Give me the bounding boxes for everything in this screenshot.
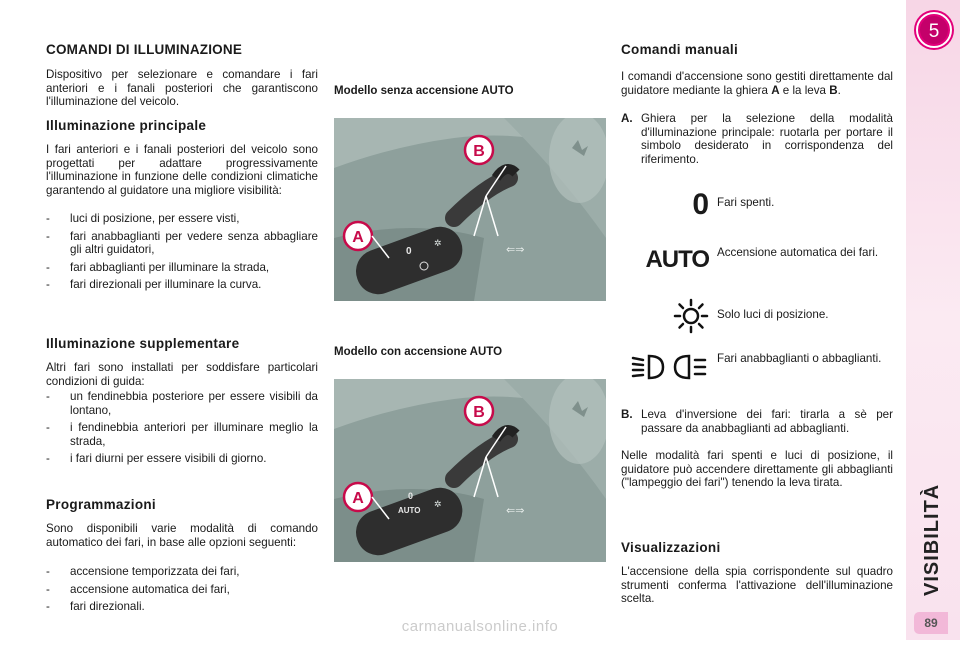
list-item: - fari anabbaglianti per vedere senza abbagliare gli altri guidatori,: [46, 229, 318, 256]
main-lighting-heading: Illuminazione principale: [46, 118, 207, 133]
manual-controls-intro: I comandi d'accensione sono gestiti direttamente dal guidatore mediante la ghiera A e la leva B.: [621, 70, 893, 97]
position-lights-icon: [673, 298, 709, 334]
list-item: - fari direzionali per illuminare la curva.: [46, 278, 262, 291]
display-heading: Visualizzazioni: [621, 540, 721, 555]
manual-controls-heading: Comandi manuali: [621, 42, 739, 57]
stalk-b-description: B. Leva d'inversione dei fari: tirarla a sè per passare da anabbaglianti ad abbaglianti.: [621, 408, 893, 435]
stalk-auto-mark: AUTO: [398, 506, 421, 515]
mode-auto: AUTO Accensione automatica dei fari.: [645, 246, 879, 273]
label-a: A: [352, 490, 364, 507]
ring-a-description: A. Ghiera per la selezione della modalità d'illuminazione principale: ruotarla per portare il simbolo desiderato in corrispondenza del riferimento.: [621, 112, 893, 166]
stalk-zero-mark: 0: [408, 491, 414, 501]
supplementary-lighting-heading: Illuminazione supplementare: [46, 336, 240, 351]
stalk-photo-auto: [334, 379, 606, 562]
list-item: - un fendinebbia posteriore per essere visibili da lontano,: [46, 390, 318, 417]
intro-text: Dispositivo per selezionare e comandare i fari anteriori e i fanali posteriori che garantiscono l'illuminazione del veicolo.: [46, 68, 318, 108]
page-title: COMANDI DI ILLUMINAZIONE: [46, 42, 243, 57]
display-text: L'accensione della spia corrispondente sul quadro strumenti conferma l'attivazione dell'illuminazione scelta.: [621, 565, 893, 605]
list-item: - i fendinebbia anteriori per illuminare meglio la strada,: [46, 421, 318, 448]
chapter-badge-icon: [912, 8, 956, 52]
page-number: 89: [914, 612, 948, 634]
list-item: - fari direzionali.: [46, 600, 145, 613]
mode-off: 0 Fari spenti.: [692, 188, 775, 221]
stalk-zero-mark: 0: [406, 246, 412, 257]
watermark: carmanualsonline.info: [401, 618, 559, 635]
auto-symbol-icon: AUTO: [645, 246, 709, 273]
list-item: - i fari diurni per essere visibili di giorno.: [46, 452, 267, 465]
low-beam-icon: [629, 352, 709, 382]
chapter-title: VISIBILITÀ: [921, 483, 943, 596]
label-a: A: [352, 229, 364, 246]
programming-heading: Programmazioni: [46, 497, 156, 512]
main-lighting-text: I fari anteriori e i fanali posteriori del veicolo sono progettati per adattare progressivamente l'illuminazione in funzione delle condizioni climatiche garantendo al guidatore una migliore visibilità:: [46, 143, 318, 197]
supplementary-lighting-list: [46, 390, 318, 470]
model-no-auto-caption: Modello senza accensione AUTO: [334, 85, 514, 97]
programming-text: Sono disponibili varie modalità di comando automatico dei fari, in base alle opzioni seguenti:: [46, 522, 318, 549]
headlamp-flash-text: Nelle modalità fari spenti e luci di posizione, il guidatore può accendere direttamente gli abbaglianti ("lampeggio dei fari") tenendo la leva tirata.: [621, 449, 893, 489]
stalk-photo-no-auto: [334, 118, 606, 301]
svg-text:✲: ✲: [434, 238, 442, 248]
svg-text:5: 5: [928, 21, 940, 42]
supplementary-lighting-text: Altri fari sono installati per soddisfare particolari condizioni di guida:: [46, 361, 318, 388]
svg-text:⇐⇒: ⇐⇒: [506, 505, 525, 517]
svg-text:✲: ✲: [434, 499, 442, 509]
list-item: - accensione temporizzata dei fari,: [46, 565, 240, 578]
list-item: - fari abbaglianti per illuminare la strada,: [46, 260, 270, 274]
svg-text:⇐⇒: ⇐⇒: [506, 244, 525, 256]
model-auto-caption: Modello con accensione AUTO: [334, 346, 503, 358]
list-item: - luci di posizione, per essere visti,: [46, 212, 240, 225]
mode-position-lights: Solo luci di posizione.: [621, 298, 893, 334]
label-b: B: [473, 143, 485, 160]
label-b: B: [473, 404, 485, 421]
programming-list: [46, 565, 318, 618]
list-item: - accensione automatica dei fari,: [46, 582, 230, 596]
zero-symbol-icon: 0: [692, 188, 709, 221]
mode-low-beam: Fari anabbaglianti o abbaglianti.: [621, 352, 893, 382]
main-lighting-list: [46, 212, 318, 296]
